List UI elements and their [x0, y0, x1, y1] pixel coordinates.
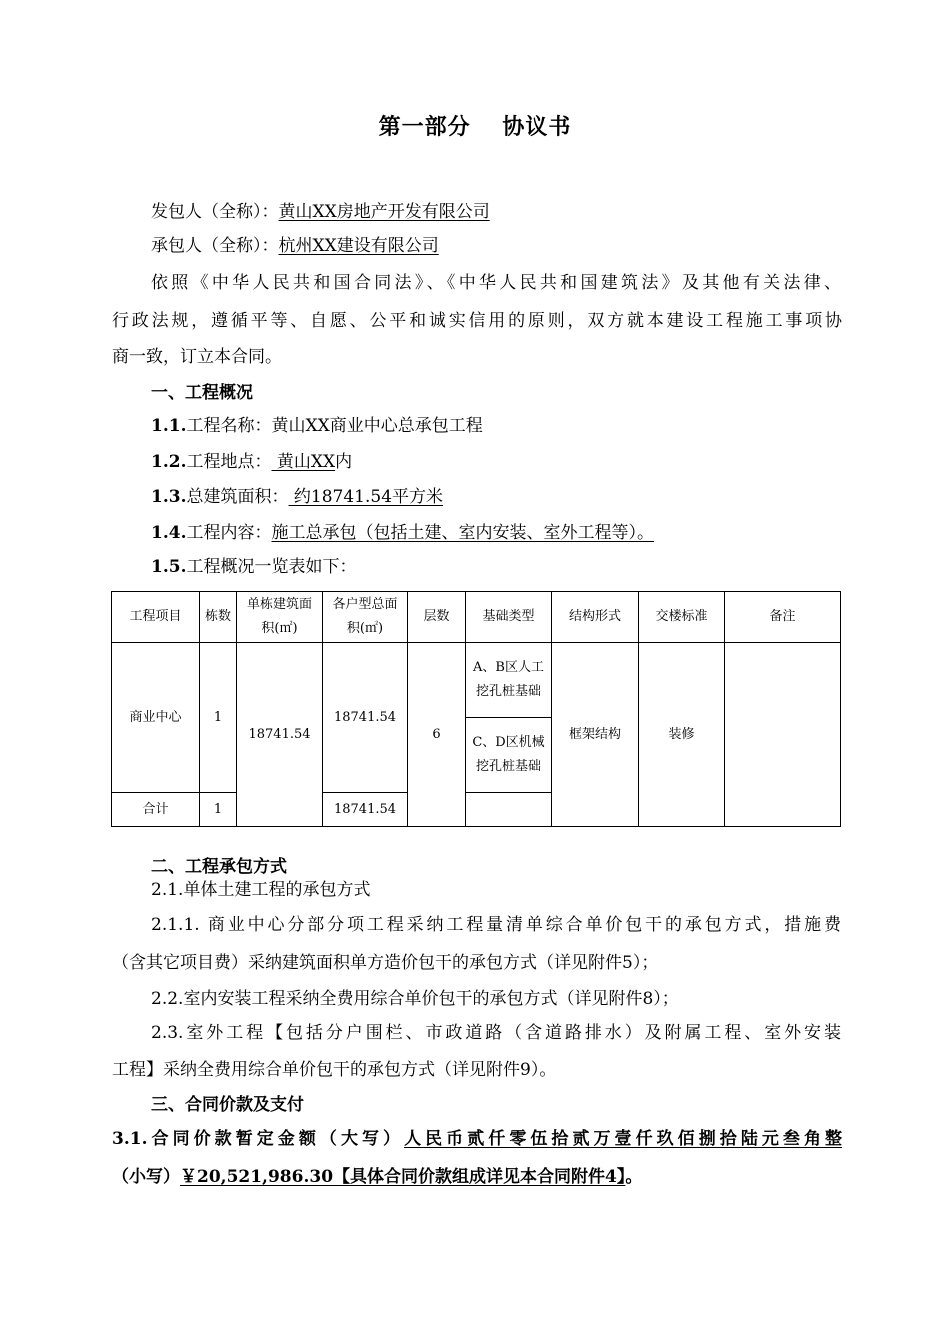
cell-foundation-b: C、D区机械挖孔桩基础 — [466, 718, 552, 793]
contract-price-line-2: （小写）￥20,521,986.30【具体合同价款组成详见本合同附件4】。 — [112, 1167, 643, 1187]
section2-para-3: 2.2.室内安装工程采纳全费用综合单价包干的承包方式（详见附件8）； — [151, 989, 679, 1009]
cell-total-label: 合计 — [112, 793, 200, 827]
cell-total-area: 18741.54 — [323, 643, 408, 793]
cell-project: 商业中心 — [112, 643, 200, 793]
section2-para-4a: 2.3.室外工程【包括分户围栏、市政道路（含道路排水）及附属工程、室外安装 — [151, 1023, 841, 1043]
item-1-3: 1.3.总建筑面积： 约18741.54平方米 — [151, 487, 444, 507]
cell-remark — [725, 643, 841, 827]
header-cell: 结构形式 — [552, 592, 639, 643]
table-row — [112, 643, 841, 718]
section3-heading: 三、合同价款及支付 — [151, 1095, 304, 1115]
cell-standard: 装修 — [639, 643, 725, 827]
cell-total-area-sum: 18741.54 — [323, 793, 408, 827]
contract-price-figures: ￥20,521,986.30【具体合同价款组成详见本合同附件4】 — [180, 1167, 626, 1187]
preamble-line-2: 行政法规，遵循平等、自愿、公平和诚实信用的原则，双方就本建设工程施工事项协 — [112, 311, 842, 331]
table-header-row — [112, 592, 841, 643]
item-1-4: 1.4.工程内容：施工总承包（包括土建、室内安装、室外工程等）。 — [151, 523, 654, 543]
header-cell: 工程项目 — [112, 592, 200, 643]
item-1-5: 1.5.工程概况一览表如下： — [151, 557, 357, 577]
total-area: 约18741.54平方米 — [288, 487, 444, 507]
contract-price-line-1: 3.1.合同价款暂定金额（大写）人民币贰仟零伍拾贰万壹仟玖佰捌拾陆元叁角整 — [112, 1129, 843, 1149]
section2-para-4b: 工程】采纳全费用综合单价包干的承包方式（详见附件9）。 — [112, 1060, 557, 1080]
project-name: 黄山XX商业中心总承包工程 — [271, 416, 483, 436]
section1-heading: 一、工程概况 — [151, 383, 253, 403]
header-cell: 各户型总面积(㎡) — [323, 592, 408, 643]
employer-label: 发包人（全称）： — [151, 202, 279, 222]
contractor-name: 杭州XX建设有限公司 — [278, 236, 439, 256]
cell-count: 1 — [200, 643, 237, 793]
header-cell: 基础类型 — [466, 592, 552, 643]
project-location: 黄山XX — [271, 452, 336, 472]
employer-name: 黄山XX房地产开发有限公司 — [278, 202, 490, 222]
cell-floors: 6 — [408, 643, 466, 827]
header-cell: 层数 — [408, 592, 466, 643]
page-title: 第一部分 协议书 — [378, 114, 572, 140]
section2-para-1: 2.1.单体土建工程的承包方式 — [151, 880, 371, 900]
section2-para-2a: 2.1.1. 商业中心分部分项工程采纳工程量清单综合单价包干的承包方式，措施费 — [151, 915, 841, 935]
header-cell: 单栋建筑面积(㎡) — [237, 592, 323, 643]
cell-single-area: 18741.54 — [237, 643, 323, 827]
cell-foundation-a: A、B区人工挖孔桩基础 — [466, 643, 552, 718]
header-cell: 备注 — [725, 592, 841, 643]
item-1-1: 1.1.工程名称：黄山XX商业中心总承包工程 — [151, 416, 483, 436]
cell-empty — [466, 793, 552, 827]
section2-para-2b: （含其它项目费）采纳建筑面积单方造价包干的承包方式（详见附件5）； — [112, 953, 659, 973]
section2-heading: 二、工程承包方式 — [151, 857, 287, 877]
header-cell: 栋数 — [200, 592, 237, 643]
preamble-line-1: 依照《中华人民共和国合同法》、《中华人民共和国建筑法》及其他有关法律、 — [151, 273, 841, 293]
employer-line — [151, 195, 841, 229]
item-1-2: 1.2.工程地点： 黄山XX内 — [151, 452, 353, 472]
contract-price-words: 人民币贰仟零伍拾贰万壹仟玖佰捌拾陆元叁角整 — [404, 1129, 843, 1149]
project-overview-table — [111, 591, 841, 827]
project-scope: 施工总承包（包括土建、室内安装、室外工程等）。 — [271, 523, 654, 543]
contractor-label: 承包人（全称）： — [151, 236, 279, 256]
header-cell: 交楼标准 — [639, 592, 725, 643]
contractor-line — [151, 229, 841, 263]
cell-structure: 框架结构 — [552, 643, 639, 827]
cell-total-count: 1 — [200, 793, 237, 827]
preamble-line-3: 商一致，订立本合同。 — [112, 347, 282, 367]
